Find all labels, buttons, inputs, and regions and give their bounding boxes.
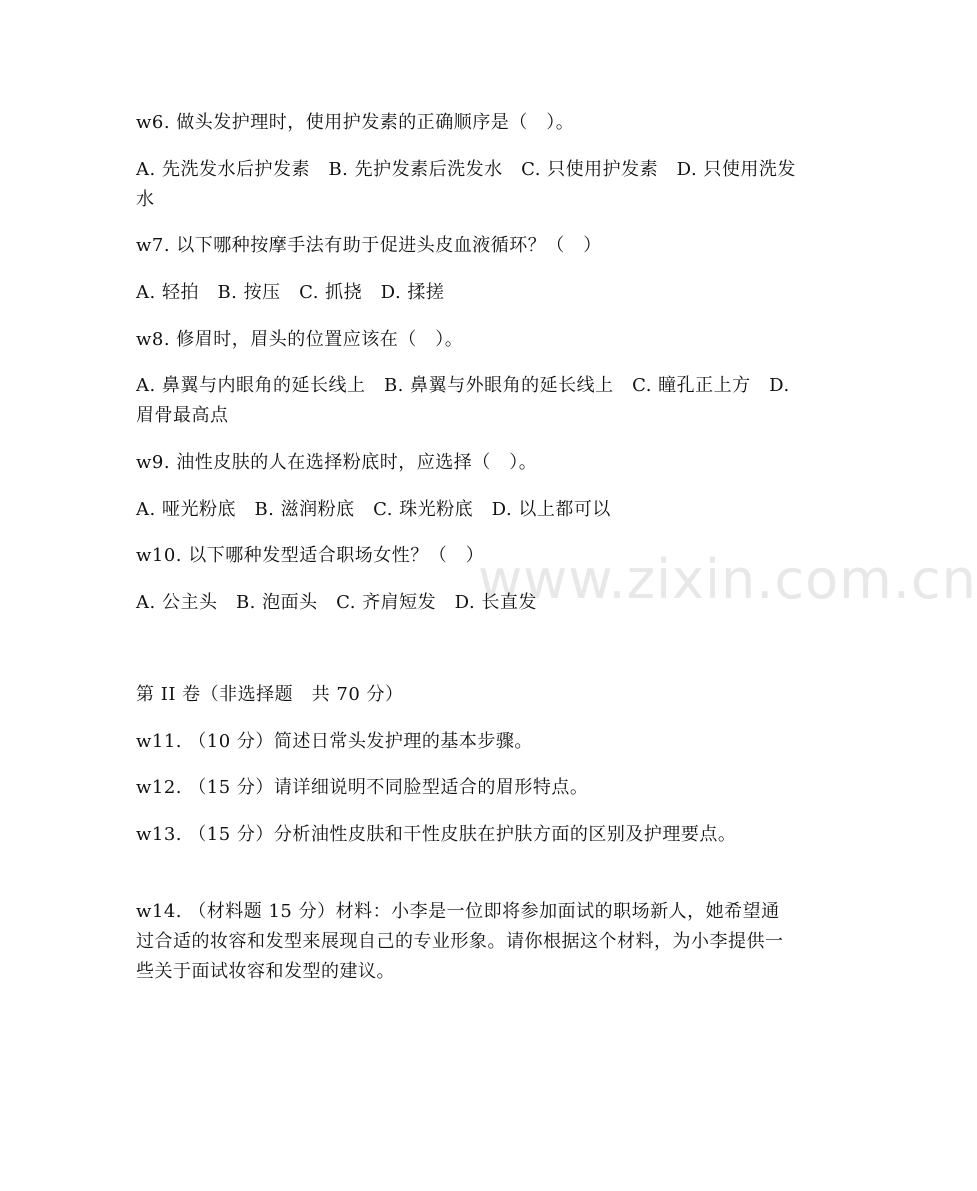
question-6-stem: w6. 做头发护理时，使用护发素的正确顺序是（ ）。 [136,112,575,133]
question-7-options: A. 轻拍 B. 按压 C. 抓挠 D. 揉搓 [136,282,445,303]
question-10-options: A. 公主头 B. 泡面头 C. 齐肩短发 D. 长直发 [136,592,537,613]
essay-question-13: w13. （15 分）分析油性皮肤和干性皮肤在护肤方面的区别及护理要点。 [136,824,737,845]
question-9-options: A. 哑光粉底 B. 滋润粉底 C. 珠光粉底 D. 以上都可以 [136,499,611,520]
question-8-options: A. 鼻翼与内眼角的延长线上 B. 鼻翼与外眼角的延长线上 C. 瞳孔正上方 D. 眉骨最高点 [136,375,796,426]
question-7-stem: w7. 以下哪种按摩手法有助于促进头皮血液循环？（ ） [136,235,602,256]
watermark: www.zixin.com.cn [478,548,977,611]
section-title: 第 II 卷（非选择题 共 70 分） [136,684,404,705]
essay-question-11: w11. （10 分）简述日常头发护理的基本步骤。 [136,731,533,752]
question-8-stem: w8. 修眉时，眉头的位置应该在（ ）。 [136,329,464,350]
question-10-stem: w10. 以下哪种发型适合职场女性？（ ） [136,545,485,566]
essay-question-12: w12. （15 分）请详细说明不同脸型适合的眉形特点。 [136,777,589,798]
essay-question-14: w14. （材料题 15 分）材料：小李是一位即将参加面试的职场新人，她希望通过合适的妆容和发型来展现自己的专业形象。请你根据这个材料，为小李提供一些关于面试妆容和发型的建议。 [136,901,784,982]
question-6-options: A. 先洗发水后护发素 B. 先护发素后洗发水 C. 只使用护发素 D. 只使用洗发水 [136,159,796,210]
question-9-stem: w9. 油性皮肤的人在选择粉底时，应选择（ ）。 [136,452,538,473]
